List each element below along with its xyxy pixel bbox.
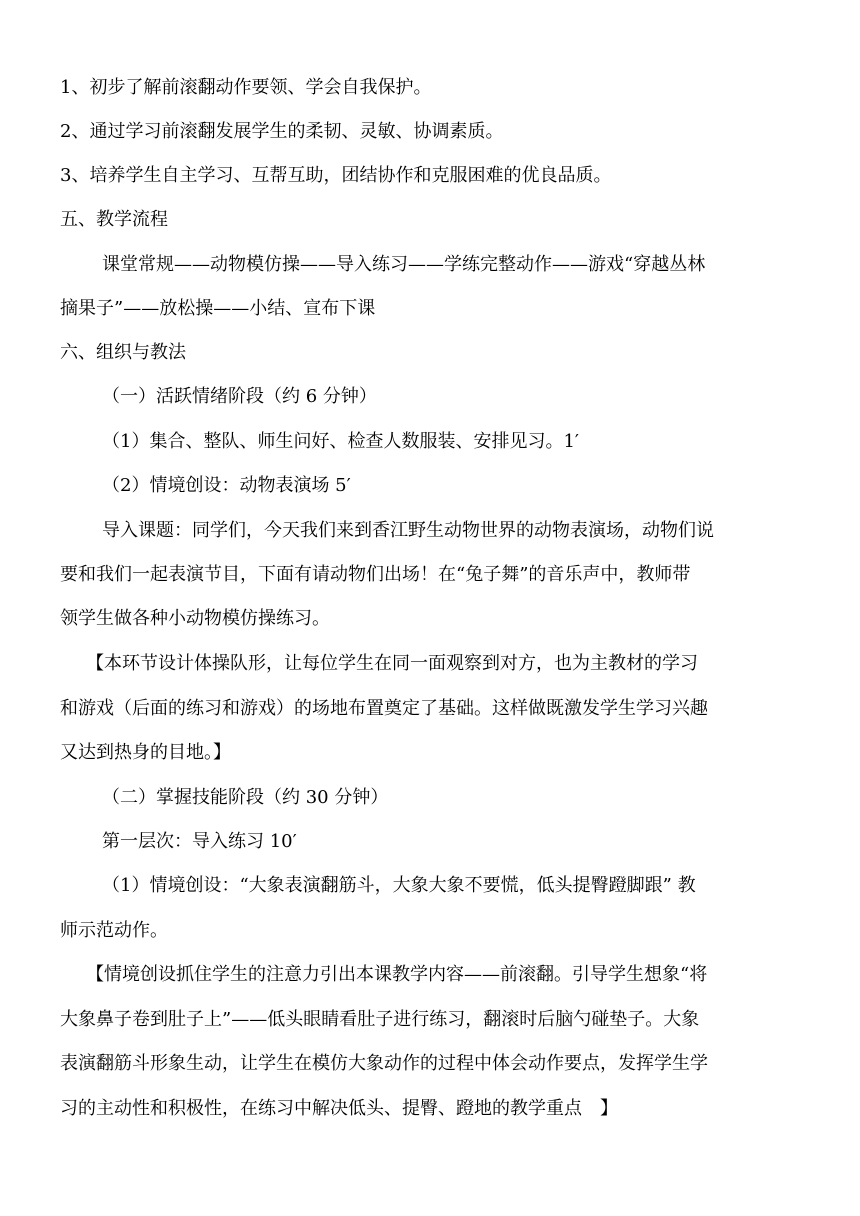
intro-para-line-3: 领学生做各种小动物模仿操练习。 bbox=[60, 608, 330, 629]
intro-para-line-1: 导入课题：同学们，今天我们来到香江野生动物世界的动物表演场，动物们说 bbox=[102, 520, 714, 541]
intro-para-line-2: 要和我们一起表演节目，下面有请动物们出场！在“兔子舞”的音乐声中，教师带 bbox=[60, 564, 691, 585]
level-1-heading: 第一层次：导入练习 10′ bbox=[102, 831, 297, 852]
process-line-1: 课堂常规——动物模仿操——导入练习——学练完整动作——游戏“穿越丛林 bbox=[102, 254, 706, 275]
design-note-1-line-3: 又达到热身的目地。】 bbox=[60, 742, 231, 763]
level-1-step-1-line-1: （1）情境创设：“大象表演翻筋斗，大象大象不要慌，低头提臀蹬脚跟” 教 bbox=[102, 875, 696, 896]
stage-2-heading: （二）掌握技能阶段（约 30 分钟） bbox=[102, 787, 389, 808]
design-note-2-line-4: 习的主动性和积极性，在练习中解决低头、提臀、蹬地的教学重点 】 bbox=[60, 1098, 618, 1119]
design-note-2-line-3: 表演翻筋斗形象生动，让学生在模仿大象动作的过程中体会动作要点，发挥学生学 bbox=[60, 1053, 708, 1074]
design-note-1-line-1: 【本环节设计体操队形，让每位学生在同一面观察到对方，也为主教材的学习 bbox=[86, 653, 698, 674]
objective-3: 3、培养学生自主学习、互帮互助，团结协作和克服困难的优良品质。 bbox=[60, 165, 612, 186]
process-line-2: 摘果子”——放松操——小结、宣布下课 bbox=[60, 298, 376, 319]
design-note-2-line-2: 大象鼻子卷到肚子上”——低头眼睛看肚子进行练习，翻滚时后脑勺碰垫子。大象 bbox=[60, 1009, 700, 1030]
design-note-1-line-2: 和游戏（后面的练习和游戏）的场地布置奠定了基础。这样做既激发学生学习兴趣 bbox=[60, 698, 708, 719]
objective-2: 2、通过学习前滚翻发展学生的柔韧、灵敏、协调素质。 bbox=[60, 121, 504, 142]
level-1-step-1-line-2: 师示范动作。 bbox=[60, 920, 168, 941]
stage-1-heading: （一）活跃情绪阶段（约 6 分钟） bbox=[102, 386, 377, 407]
objective-1: 1、初步了解前滚翻动作要领、学会自我保护。 bbox=[60, 77, 432, 98]
section-heading-5: 五、教学流程 bbox=[60, 209, 168, 230]
stage-1-step-1: （1）集合、整队、师生问好、检查人数服装、安排见习。1′ bbox=[102, 431, 579, 452]
section-heading-6: 六、组织与教法 bbox=[60, 342, 186, 363]
stage-1-step-2: （2）情境创设：动物表演场 5′ bbox=[102, 475, 351, 496]
design-note-2-line-1: 【情境创设抓住学生的注意力引出本课教学内容——前滚翻。引导学生想象“将 bbox=[86, 964, 708, 985]
